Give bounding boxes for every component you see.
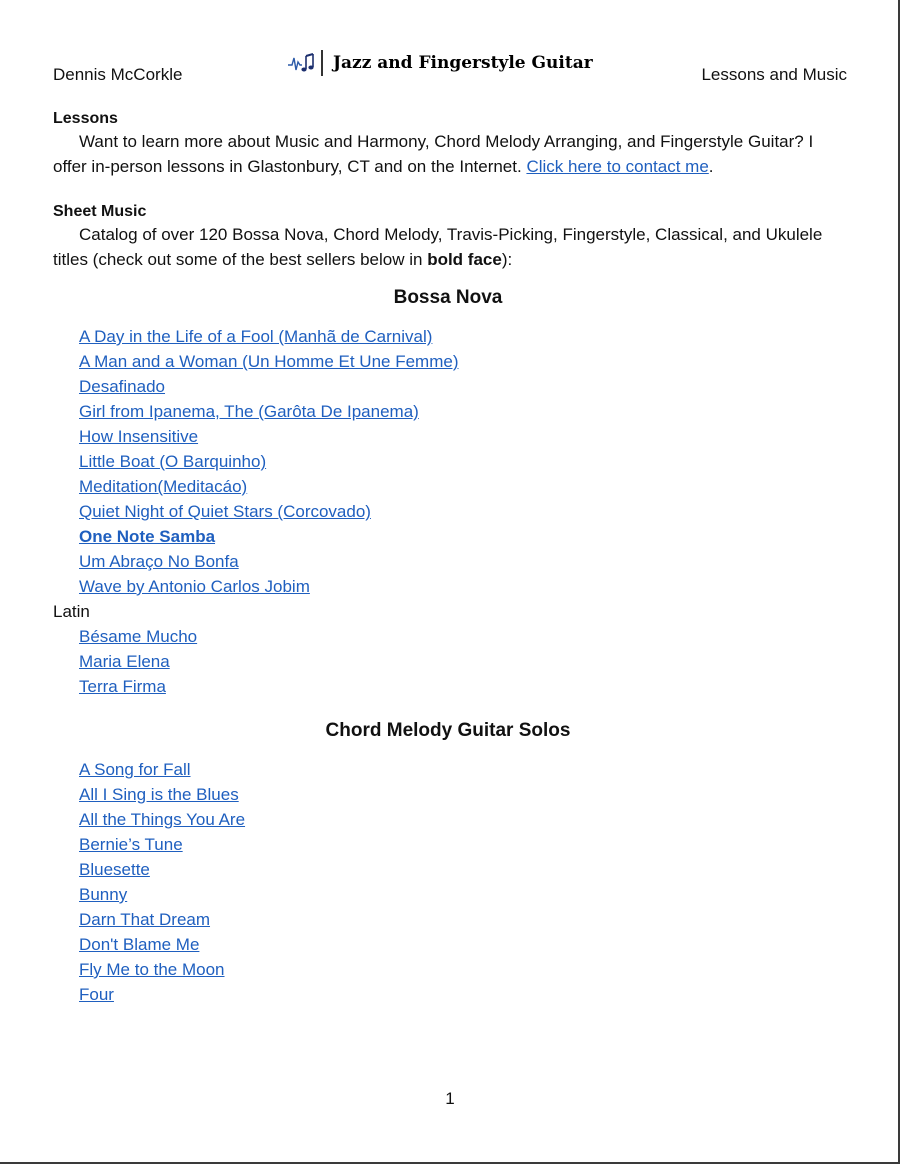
page-number: 1	[445, 1089, 455, 1108]
list-item	[79, 449, 843, 474]
title-link[interactable]: A Day in the Life of a Fool (Manhã de Carnival)	[79, 327, 433, 346]
title-link[interactable]: A Man and a Woman (Un Homme Et Une Femme)	[79, 352, 459, 371]
list-item	[79, 757, 843, 782]
title-link[interactable]: One Note Samba	[79, 527, 216, 546]
bossa-nova-list	[53, 324, 843, 599]
title-link[interactable]: Maria Elena	[79, 652, 170, 671]
title-link[interactable]: A Song for Fall	[79, 760, 191, 779]
title-link[interactable]: Terra Firma	[79, 677, 166, 696]
list-item	[79, 524, 843, 549]
lessons-heading: Lessons	[53, 110, 118, 127]
sheet-music-paragraph	[53, 222, 843, 272]
list-item	[79, 424, 843, 449]
list-item	[79, 907, 843, 932]
list-item	[79, 649, 843, 674]
logo-text: Jazz and Fingerstyle Guitar	[333, 53, 593, 73]
title-link[interactable]: How Insensitive	[79, 427, 199, 446]
title-link[interactable]: Little Boat (O Barquinho)	[79, 452, 267, 471]
list-item	[79, 324, 843, 349]
title-link[interactable]: Don't Blame Me	[79, 935, 200, 954]
list-item	[79, 624, 843, 649]
header-logo	[287, 50, 593, 76]
list-item	[79, 549, 843, 574]
list-item	[79, 474, 843, 499]
contact-link[interactable]: Click here to contact me	[526, 157, 709, 176]
title-link[interactable]: All the Things You Are	[79, 810, 246, 829]
title-link[interactable]: Wave by Antonio Carlos Jobim	[79, 577, 310, 596]
list-item	[79, 857, 843, 882]
list-item	[79, 932, 843, 957]
main-content	[53, 109, 843, 1007]
list-item	[79, 674, 843, 699]
logo-divider	[321, 50, 323, 76]
list-item	[79, 574, 843, 599]
header-right-text: Lessons and Music	[701, 65, 847, 84]
title-link[interactable]: Um Abraço No Bonfa	[79, 552, 239, 571]
title-link[interactable]: Girl from Ipanema, The (Garôta De Ipanema)	[79, 402, 419, 421]
title-link[interactable]: Bésame Mucho	[79, 627, 198, 646]
sheet-music-heading: Sheet Music	[53, 203, 147, 220]
title-link[interactable]: All I Sing is the Blues	[79, 785, 239, 804]
list-item	[79, 807, 843, 832]
title-link[interactable]: Bluesette	[79, 860, 150, 879]
list-item	[79, 782, 843, 807]
list-item	[79, 349, 843, 374]
chord-melody-list	[53, 757, 843, 1007]
title-link[interactable]: Quiet Night of Quiet Stars (Corcovado)	[79, 502, 371, 521]
list-item	[79, 957, 843, 982]
bossa-nova-title: Bossa Nova	[393, 287, 503, 308]
lessons-trailing: .	[708, 157, 714, 176]
guitar-music-icon	[287, 50, 317, 76]
title-link[interactable]: Bernie’s Tune	[79, 835, 183, 854]
sheet-music-text-before: Catalog of over 120 Bossa Nova, Chord Melody, Travis-Picking, Fingerstyle, Classical, and Ukulele titles (check out some of the best sellers below in	[53, 225, 823, 269]
title-link[interactable]: Desafinado	[79, 377, 166, 396]
sheet-music-bold-text: bold face	[427, 250, 502, 269]
latin-list	[53, 624, 843, 699]
lessons-text: Want to learn more about Music and Harmony, Chord Melody Arranging, and Fingerstyle Guitar? I offer in-person lessons in Glastonbury, CT and on the Internet.	[53, 132, 814, 176]
title-link[interactable]: Darn That Dream	[79, 910, 211, 929]
title-link[interactable]: Fly Me to the Moon	[79, 960, 225, 979]
list-item	[79, 499, 843, 524]
title-link[interactable]: Meditation(Meditacáo)	[79, 477, 248, 496]
list-item	[79, 832, 843, 857]
list-item	[79, 374, 843, 399]
lessons-paragraph	[53, 129, 843, 179]
list-item	[79, 399, 843, 424]
title-link[interactable]: Bunny	[79, 885, 128, 904]
header-author: Dennis McCorkle	[53, 65, 183, 84]
sheet-music-text-after: ):	[501, 250, 513, 269]
title-link[interactable]: Four	[79, 985, 114, 1004]
list-item	[79, 982, 843, 1007]
latin-label: Latin	[53, 602, 90, 621]
list-item	[79, 882, 843, 907]
chord-melody-title: Chord Melody Guitar Solos	[325, 720, 571, 741]
